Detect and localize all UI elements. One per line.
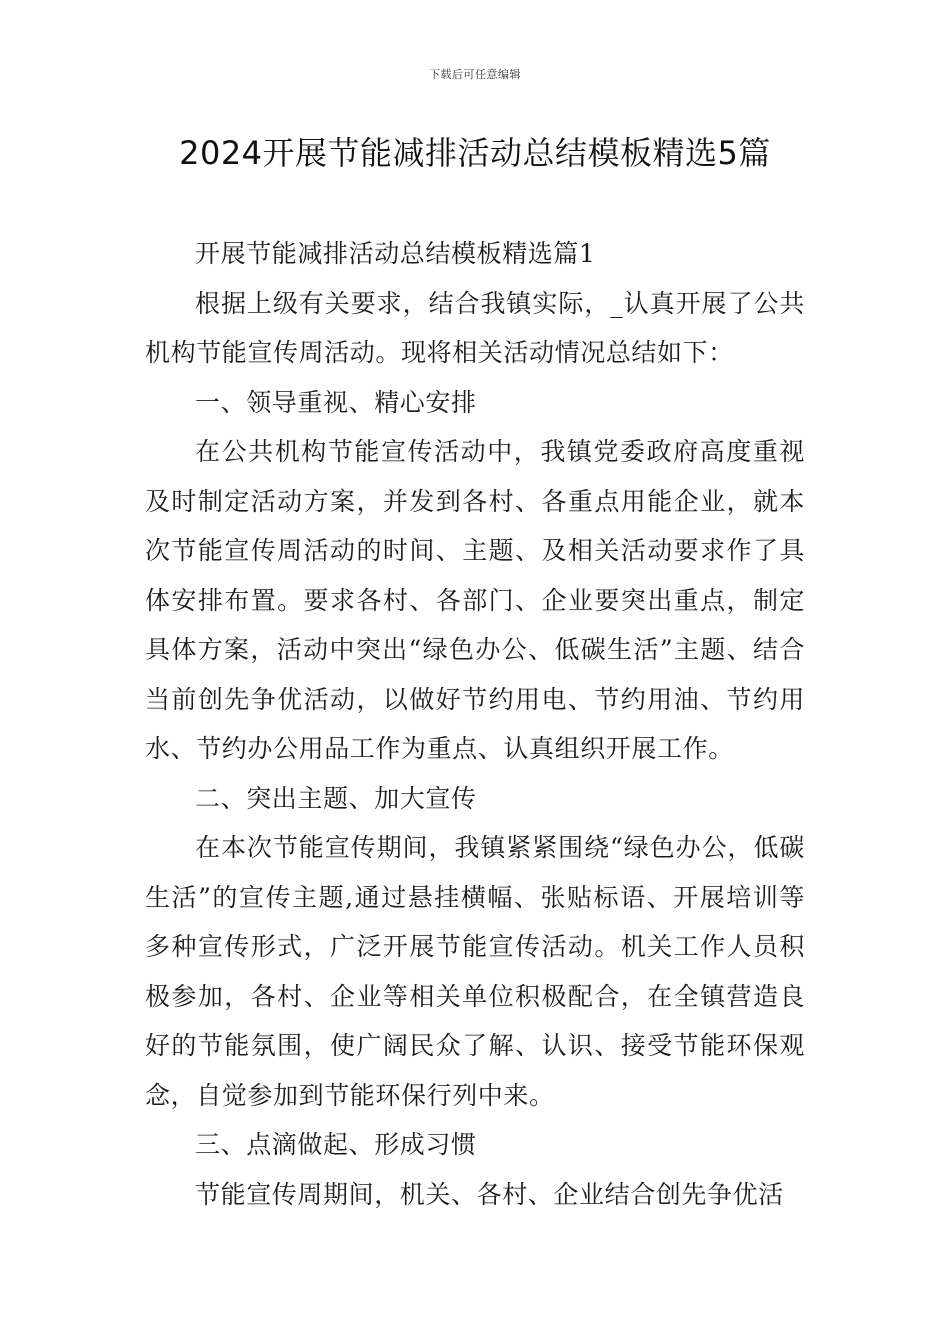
paragraph-section-1: 在公共机构节能宣传活动中，我镇党委政府高度重视及时制定活动方案，并发到各村、各重点用能企业，就本次节能宣传周活动的时间、主题、及相关活动要求作了具体安排布置。要求各村、各部门、企业要突出重点，制定具体方案，活动中突出“绿色办公、低碳生活”主题、结合当前创先争优活动，以做好节约用电、节约用油、节约用水、节约办公用品工作为重点、认真组织开展工作。 xyxy=(145,437,805,763)
section-heading-2: 二、突出主题、加大宣传 xyxy=(195,783,477,813)
document-title: 2024开展节能减排活动总结模板精选5篇 xyxy=(179,134,771,172)
header-note: 下载后可任意编辑 xyxy=(429,68,521,81)
document-body xyxy=(145,229,805,1219)
paragraph-intro: 根据上级有关要求，结合我镇实际，_认真开展了公共机构节能宣传周活动。现将相关活动情况总结如下： xyxy=(145,288,805,367)
section-heading-3: 三、点滴做起、形成习惯 xyxy=(195,1130,477,1159)
paragraph-section-3: 节能宣传周期间，机关、各村、企业结合创先争优活 xyxy=(195,1179,784,1209)
section-subtitle: 开展节能减排活动总结模板精选篇1 xyxy=(195,239,596,268)
section-heading-1: 一、领导重视、精心安排 xyxy=(195,387,477,417)
paragraph-section-2: 在本次节能宣传期间，我镇紧紧围绕“绿色办公，低碳生活”的宣传主题,通过悬挂横幅、张贴标语、开展培训等多种宣传形式，广泛开展节能宣传活动。机关工作人员积极参加，各村、企业等相关单位积极配合，在全镇营造良好的节能氛围，使广阔民众了解、认识、接受节能环保观念，自觉参加到节能环保行列中来。 xyxy=(145,833,805,1110)
